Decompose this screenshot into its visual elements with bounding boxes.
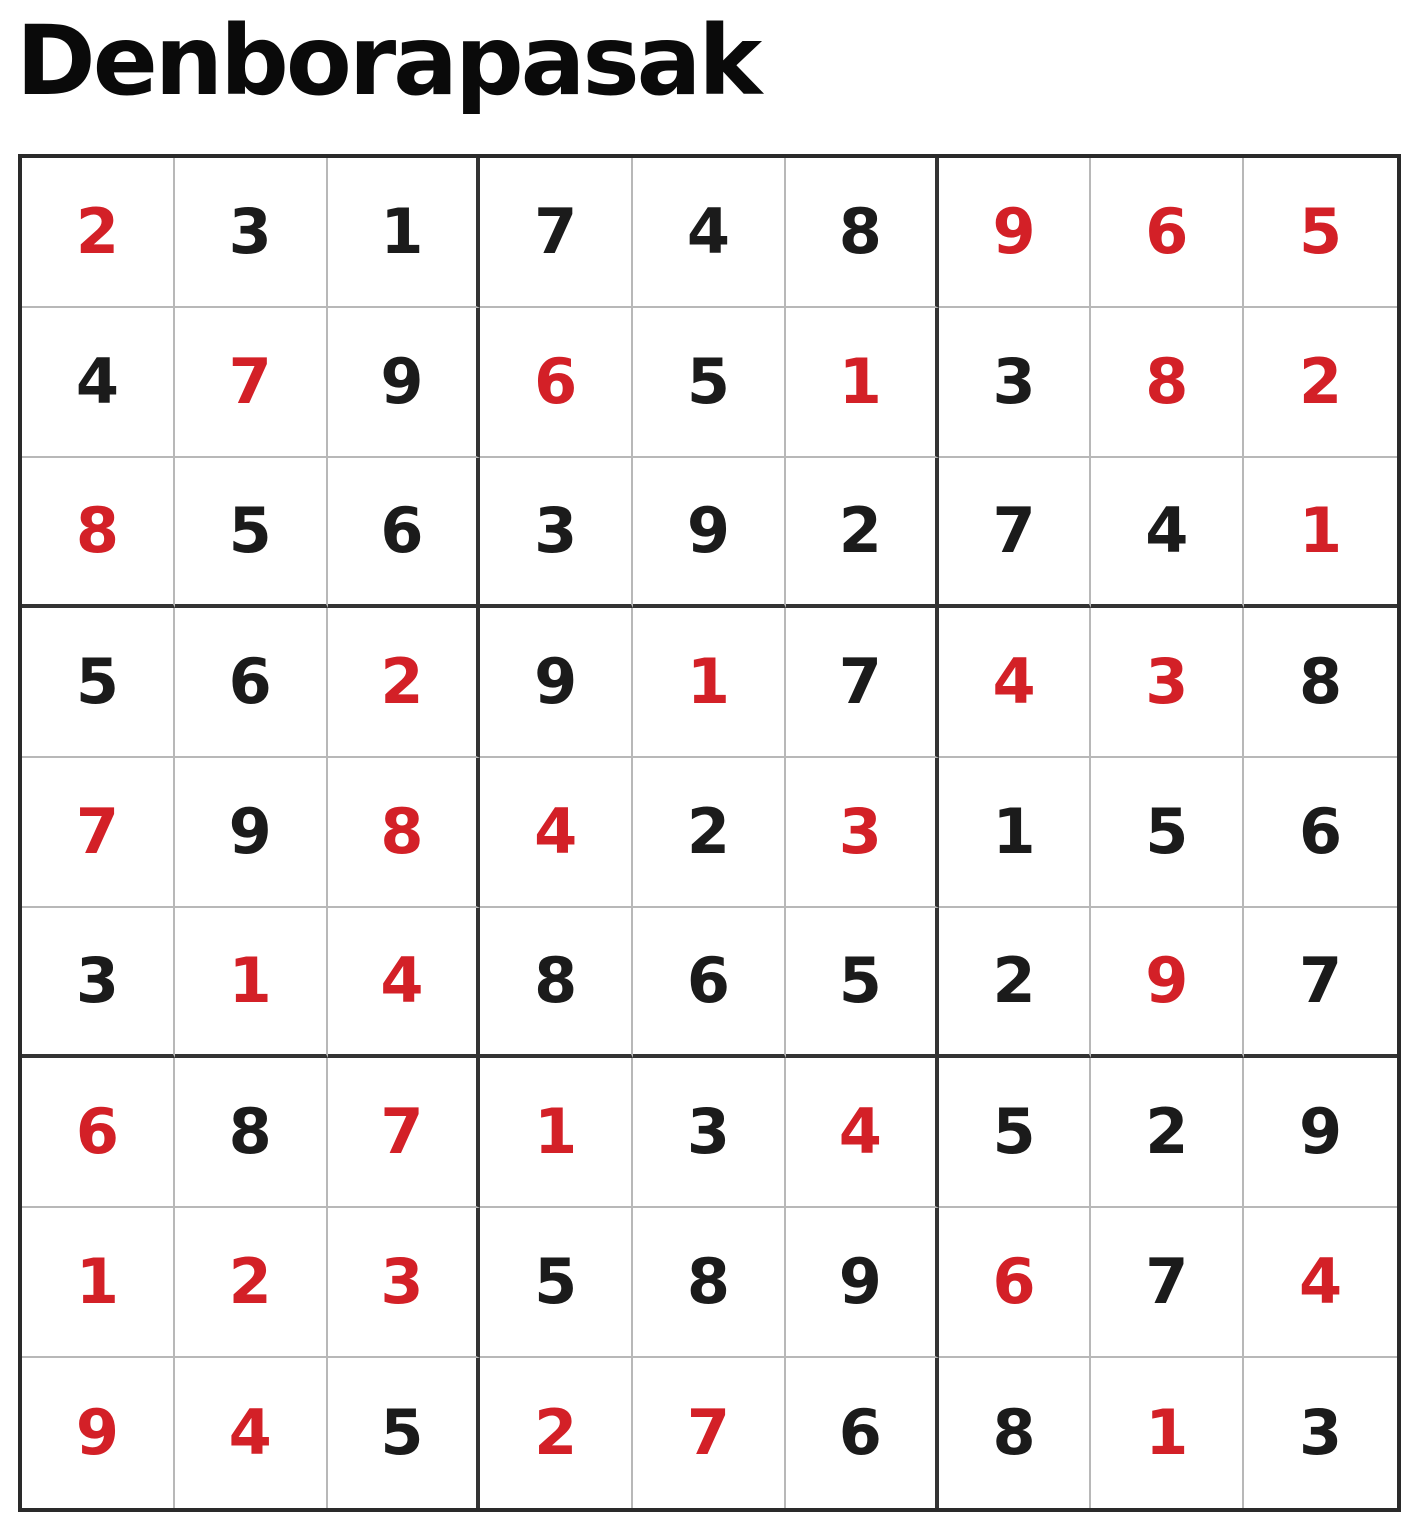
sudoku-cell-r6c1[interactable]: 3	[22, 908, 175, 1058]
sudoku-cell-r8c6[interactable]: 9	[786, 1208, 939, 1358]
sudoku-board	[18, 154, 1401, 1512]
sudoku-cell-r9c5[interactable]: 7	[633, 1358, 786, 1508]
sudoku-cell-r1c6[interactable]: 8	[786, 158, 939, 308]
sudoku-cell-r8c9[interactable]: 4	[1244, 1208, 1397, 1358]
sudoku-cell-r1c7[interactable]: 9	[939, 158, 1092, 308]
sudoku-cell-r2c7[interactable]: 3	[939, 308, 1092, 458]
sudoku-cell-r9c4[interactable]: 2	[480, 1358, 633, 1508]
sudoku-cell-r9c7[interactable]: 8	[939, 1358, 1092, 1508]
sudoku-cell-r9c6[interactable]: 6	[786, 1358, 939, 1508]
sudoku-cell-r6c3[interactable]: 4	[328, 908, 481, 1058]
sudoku-cell-r7c7[interactable]: 5	[939, 1058, 1092, 1208]
sudoku-cell-r3c4[interactable]: 3	[480, 458, 633, 608]
sudoku-cell-r2c2[interactable]: 7	[175, 308, 328, 458]
sudoku-cell-r1c1[interactable]: 2	[22, 158, 175, 308]
sudoku-cell-r5c1[interactable]: 7	[22, 758, 175, 908]
sudoku-cell-r3c3[interactable]: 6	[328, 458, 481, 608]
sudoku-cell-r2c5[interactable]: 5	[633, 308, 786, 458]
sudoku-cell-r2c6[interactable]: 1	[786, 308, 939, 458]
sudoku-cell-r6c7[interactable]: 2	[939, 908, 1092, 1058]
sudoku-cell-r1c8[interactable]: 6	[1091, 158, 1244, 308]
sudoku-cell-r4c5[interactable]: 1	[633, 608, 786, 758]
sudoku-cell-r4c7[interactable]: 4	[939, 608, 1092, 758]
sudoku-cell-r1c4[interactable]: 7	[480, 158, 633, 308]
sudoku-cell-r7c2[interactable]: 8	[175, 1058, 328, 1208]
sudoku-cell-r4c9[interactable]: 8	[1244, 608, 1397, 758]
sudoku-cell-r3c8[interactable]: 4	[1091, 458, 1244, 608]
sudoku-cell-r9c9[interactable]: 3	[1299, 1396, 1343, 1469]
sudoku-cell-r5c3[interactable]: 8	[328, 758, 481, 908]
sudoku-cell-r8c8[interactable]: 7	[1091, 1208, 1244, 1358]
sudoku-cell-r4c4[interactable]: 9	[480, 608, 633, 758]
sudoku-cell-r4c2[interactable]: 6	[175, 608, 328, 758]
sudoku-cell-r5c6[interactable]: 3	[786, 758, 939, 908]
sudoku-cell-r5c5[interactable]: 2	[633, 758, 786, 908]
sudoku-cell-r1c3[interactable]: 1	[328, 158, 481, 308]
sudoku-cell-r3c1[interactable]: 8	[22, 458, 175, 608]
sudoku-cell-r2c3[interactable]: 9	[328, 308, 481, 458]
sudoku-cell-r8c2[interactable]: 2	[175, 1208, 328, 1358]
sudoku-cell-r8c3[interactable]: 3	[328, 1208, 481, 1358]
sudoku-cell-r4c6[interactable]: 7	[786, 608, 939, 758]
sudoku-cell-r5c7[interactable]: 1	[939, 758, 1092, 908]
sudoku-cell-r6c6[interactable]: 5	[786, 908, 939, 1058]
sudoku-cell-r5c8[interactable]: 5	[1091, 758, 1244, 908]
sudoku-cell-r9c3[interactable]: 5	[328, 1358, 481, 1508]
sudoku-cell-r6c8[interactable]: 9	[1091, 908, 1244, 1058]
sudoku-cell-r6c4[interactable]: 8	[480, 908, 633, 1058]
sudoku-cell-r5c2[interactable]: 9	[175, 758, 328, 908]
sudoku-cell-r9c8[interactable]: 1	[1091, 1358, 1244, 1508]
sudoku-cell-r7c3[interactable]: 7	[328, 1058, 481, 1208]
sudoku-cell-r7c1[interactable]: 6	[22, 1058, 175, 1208]
sudoku-cell-r1c2[interactable]: 3	[175, 158, 328, 308]
sudoku-cell-r2c8[interactable]: 8	[1091, 308, 1244, 458]
sudoku-cell-r3c2[interactable]: 5	[175, 458, 328, 608]
sudoku-cell-r5c9[interactable]: 6	[1244, 758, 1397, 908]
sudoku-cell-r8c5[interactable]: 8	[633, 1208, 786, 1358]
sudoku-cell-r3c5[interactable]: 9	[633, 458, 786, 608]
sudoku-cell-r2c4[interactable]: 6	[480, 308, 633, 458]
sudoku-cell-r3c6[interactable]: 2	[786, 458, 939, 608]
sudoku-cell-r5c4[interactable]: 4	[480, 758, 633, 908]
sudoku-cell-r1c5[interactable]: 4	[633, 158, 786, 308]
sudoku-cell-r1c9[interactable]: 5	[1244, 158, 1397, 308]
sudoku-cell-r4c8[interactable]: 3	[1091, 608, 1244, 758]
sudoku-cell-r3c9[interactable]: 1	[1244, 458, 1397, 608]
sudoku-cell-r7c6[interactable]: 4	[786, 1058, 939, 1208]
sudoku-cell-r6c9[interactable]: 7	[1244, 908, 1397, 1058]
sudoku-cell-r4c3[interactable]: 2	[328, 608, 481, 758]
sudoku-cell-r6c5[interactable]: 6	[633, 908, 786, 1058]
sudoku-cell-r7c8[interactable]: 2	[1091, 1058, 1244, 1208]
puzzle-title: Denborapasak	[16, 5, 760, 117]
sudoku-cell-r8c1[interactable]: 1	[22, 1208, 175, 1358]
sudoku-cell-r7c4[interactable]: 1	[480, 1058, 633, 1208]
sudoku-cell-r8c7[interactable]: 6	[939, 1208, 1092, 1358]
sudoku-cell-r2c1[interactable]: 4	[22, 308, 175, 458]
sudoku-cell-r8c4[interactable]: 5	[480, 1208, 633, 1358]
sudoku-cell-r7c9[interactable]: 9	[1244, 1058, 1397, 1208]
sudoku-cell-r2c9[interactable]: 2	[1244, 308, 1397, 458]
sudoku-cell-r7c5[interactable]: 3	[633, 1058, 786, 1208]
sudoku-cell-r9c1[interactable]: 9	[22, 1358, 175, 1508]
sudoku-cell-r4c1[interactable]: 5	[22, 608, 175, 758]
sudoku-cell-r9c2[interactable]: 4	[175, 1358, 328, 1508]
sudoku-cell-r3c7[interactable]: 7	[939, 458, 1092, 608]
sudoku-cell-r6c2[interactable]: 1	[175, 908, 328, 1058]
